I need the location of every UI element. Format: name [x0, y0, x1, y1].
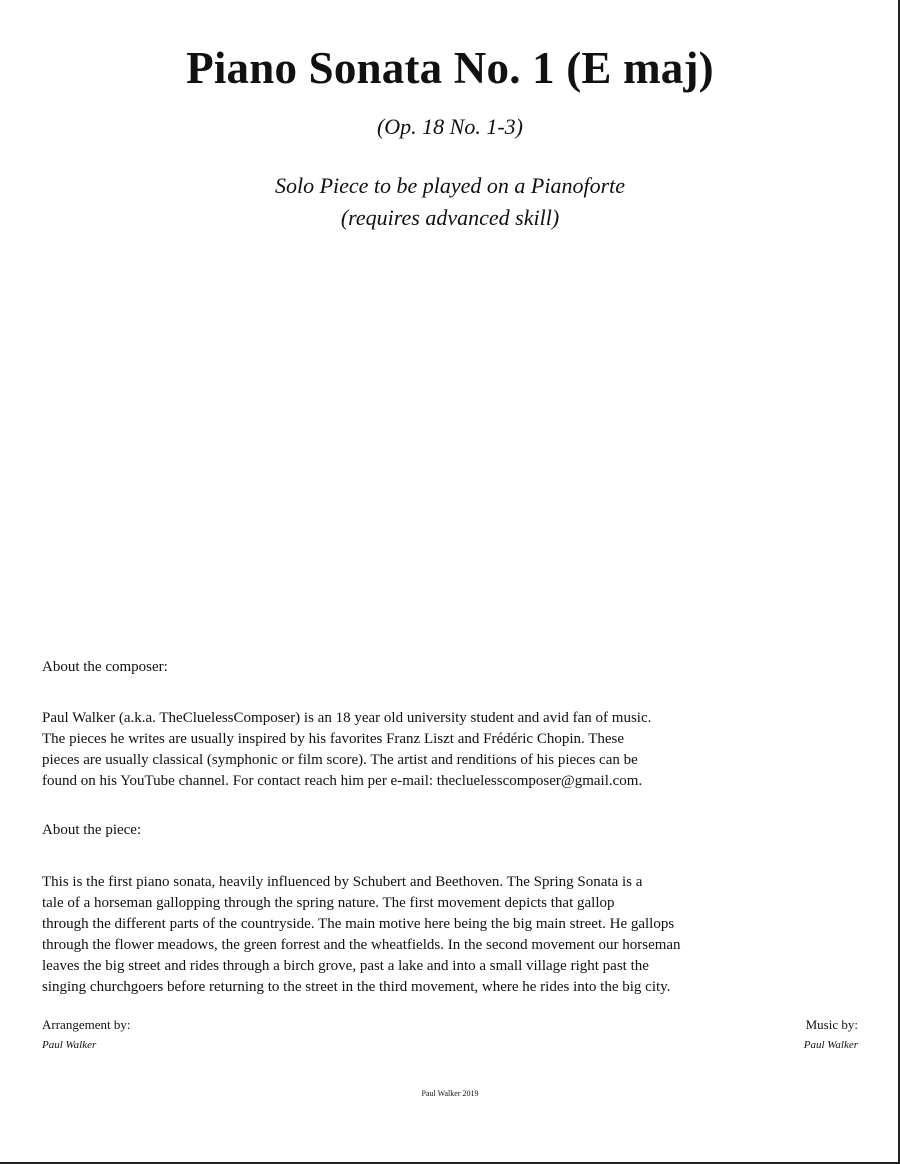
paragraph-line: through the different parts of the countryside. The main motive here being the big main street. He gallops [42, 916, 675, 932]
subtitle-line: (requires advanced skill) [340, 205, 560, 230]
paragraph-line: leaves the big street and rides through a birch grove, past a lake and into a small village right past the [42, 958, 649, 974]
paragraph-line: This is the first piano sonata, heavily influenced by Schubert and Beethoven. The Spring Sonata is a [42, 874, 643, 890]
paragraph-line: The pieces he writes are usually inspired by his favorites Franz Liszt and Frédéric Chopin. These [42, 731, 625, 747]
subtitle-line: Solo Piece to be played on a Pianoforte [274, 173, 626, 198]
arrangement-label: Arrangement by: [42, 1017, 131, 1032]
page-footer: Paul Walker 2019 [421, 1089, 479, 1098]
paragraph-line: Paul Walker (a.k.a. TheCluelessComposer) is an 18 year old university student and avid fan of music. [42, 710, 652, 726]
paragraph-line: found on his YouTube channel. For contact reach him per e-mail: thecluelesscomposer@gmail.com. [42, 773, 643, 789]
paragraph-line: singing churchgoers before returning to the street in the third movement, where he rides into the big city. [42, 979, 671, 995]
about-composer-paragraph [42, 708, 842, 792]
about-piece-heading: About the piece: [42, 822, 142, 838]
arranger-name: Paul Walker [42, 1039, 97, 1051]
about-piece-paragraph [42, 872, 842, 998]
page-title: Piano Sonata No. 1 (E maj) [186, 43, 714, 93]
opus-number: (Op. 18 No. 1-3) [376, 114, 524, 139]
about-composer-heading: About the composer: [42, 659, 168, 675]
paragraph-line: pieces are usually classical (symphonic or film score). The artist and renditions of his pieces can be [42, 752, 638, 768]
subtitle [0, 170, 900, 234]
composer-name: Paul Walker [803, 1039, 858, 1051]
paragraph-line: tale of a horseman gallopping through the spring nature. The first movement depicts that gallop [42, 895, 615, 911]
paragraph-line: through the flower meadows, the green forrest and the wheatfields. In the second movement our horseman [42, 937, 681, 953]
music-label: Music by: [805, 1017, 858, 1032]
